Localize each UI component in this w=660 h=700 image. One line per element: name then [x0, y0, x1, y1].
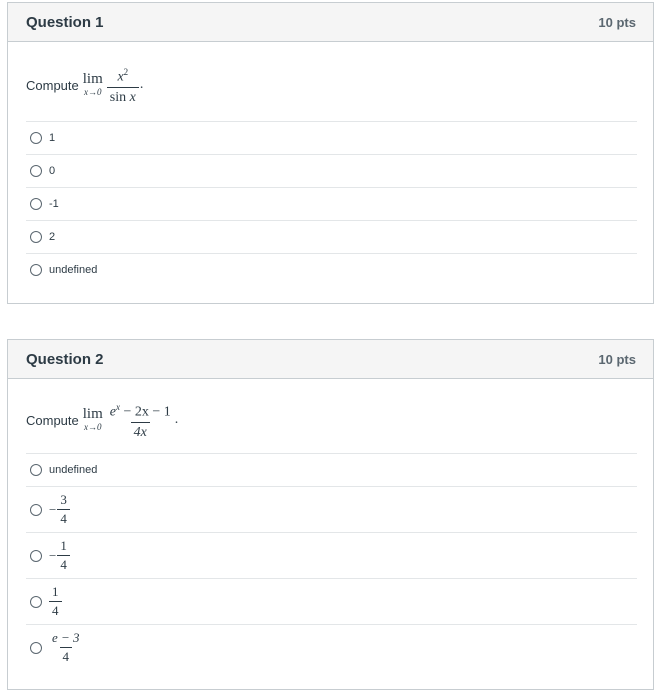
answer-fraction [57, 539, 70, 572]
answer-option[interactable] [26, 532, 637, 578]
lim-word: lim [82, 406, 103, 422]
answer-option[interactable] [26, 624, 637, 670]
answer-label: 1 [49, 132, 56, 144]
radio-button[interactable] [30, 464, 42, 476]
period: . [139, 77, 144, 92]
question-prompt [26, 397, 178, 443]
fraction-denominator: 4 [57, 509, 70, 526]
answer-option[interactable] [26, 187, 637, 220]
question-1-card [7, 2, 654, 304]
radio-button[interactable] [30, 264, 42, 276]
fraction-denominator: 4 [57, 555, 70, 572]
fraction-numerator: 1 [60, 538, 67, 553]
answer-option[interactable] [26, 578, 637, 624]
answer-fraction [57, 493, 70, 526]
radio-button[interactable] [30, 165, 42, 177]
fraction-numerator: 3 [60, 492, 67, 507]
radio-button[interactable] [30, 504, 42, 516]
minus-sign: − [49, 501, 57, 517]
answer-list [26, 453, 637, 670]
radio-button[interactable] [30, 550, 42, 562]
answer-label: 0 [49, 165, 56, 177]
question-prompt [26, 61, 143, 109]
answer-option[interactable] [26, 154, 637, 187]
answer-label: undefined [49, 264, 98, 276]
question-header [8, 340, 653, 379]
question-2-card [7, 339, 654, 690]
question-header [8, 3, 653, 42]
lim-word: lim [82, 71, 103, 87]
answer-label: undefined [49, 464, 98, 476]
period: . [174, 412, 179, 427]
question-title: Question 1 [26, 13, 104, 31]
limit-operator [83, 72, 103, 98]
fraction-denominator: 4 [60, 647, 73, 664]
fraction-numerator: 1 [52, 584, 59, 599]
fraction-numerator: $e^x - 2x - 1$ [109, 401, 171, 420]
radio-button[interactable] [30, 198, 42, 210]
lim-subscript: x→0 [84, 87, 102, 97]
answer-label: -1 [49, 198, 59, 210]
answer-label: 2 [49, 231, 56, 243]
math-expression [83, 64, 144, 107]
answer-option[interactable] [26, 220, 637, 253]
answer-option[interactable] [26, 486, 637, 532]
lim-subscript: x→0 [84, 422, 102, 432]
answer-fraction [49, 585, 62, 618]
prompt-prefix: Compute [26, 412, 79, 428]
minus-sign: − [49, 547, 57, 563]
fraction-numerator: e − 3 [52, 630, 80, 645]
radio-button[interactable] [30, 596, 42, 608]
radio-button[interactable] [30, 642, 42, 654]
fraction-numerator: $x^2$ [117, 66, 129, 85]
fraction-denominator: sin x [107, 87, 139, 106]
answer-fraction [49, 631, 83, 664]
question-title: Question 2 [26, 350, 104, 368]
prompt-prefix: Compute [26, 77, 79, 93]
fraction-denominator: 4 [49, 601, 62, 618]
radio-button[interactable] [30, 231, 42, 243]
limit-operator [83, 407, 103, 433]
fraction-denominator: 4x [131, 422, 150, 441]
fraction [107, 399, 174, 442]
question-points: 10 pts [598, 351, 636, 367]
radio-button[interactable] [30, 132, 42, 144]
answer-list [26, 121, 637, 286]
answer-option[interactable] [26, 253, 637, 286]
math-expression [83, 399, 179, 442]
question-points: 10 pts [598, 14, 636, 30]
fraction [107, 64, 139, 107]
answer-option[interactable] [26, 121, 637, 154]
answer-option[interactable] [26, 453, 637, 486]
